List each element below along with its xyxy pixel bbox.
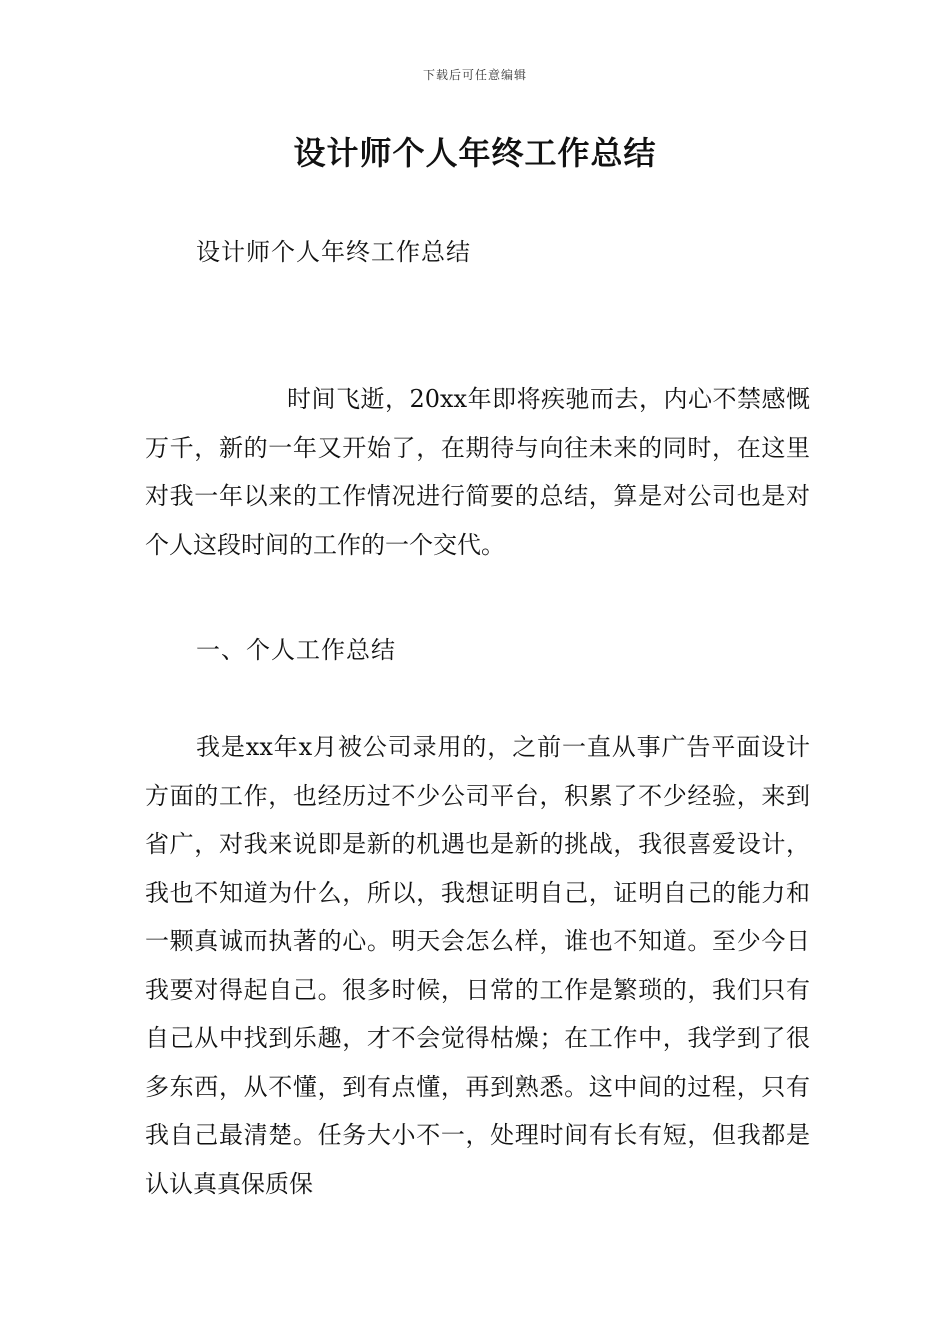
intro-paragraph: 时间飞逝，20xx年即将疾驰而去，内心不禁感慨万千，新的一年又开始了，在期待与向往未来的同时，在这里对我一年以来的工作情况进行简要的总结，算是对公司也是对个人这段时间的工作的一个交代。 bbox=[145, 385, 810, 559]
document-subtitle: 设计师个人年终工作总结 bbox=[196, 238, 471, 266]
document-title: 设计师个人年终工作总结 bbox=[293, 134, 657, 172]
header-note: 下载后可任意编辑 bbox=[422, 68, 527, 82]
body-paragraph: 我是xx年x月被公司录用的，之前一直从事广告平面设计方面的工作，也经历过不少公司平台，积累了不少经验，来到省广，对我来说即是新的机遇也是新的挑战，我很喜爱设计，我也不知道为什么，所以，我想证明自己，证明自己的能力和一颗真诚而执著的心。明天会怎么样，谁也不知道。至少今日我要对得起自己。很多时候，日常的工作是繁琐的，我们只有自己从中找到乐趣，才不会觉得枯燥；在工作中，我学到了很多东西，从不懂，到有点懂，再到熟悉。这中间的过程，只有我自己最清楚。任务大小不一，处理时间有长有短，但我都是认认真真保质保 bbox=[145, 733, 810, 1198]
section-heading-personal-summary: 一、个人工作总结 bbox=[196, 636, 396, 664]
